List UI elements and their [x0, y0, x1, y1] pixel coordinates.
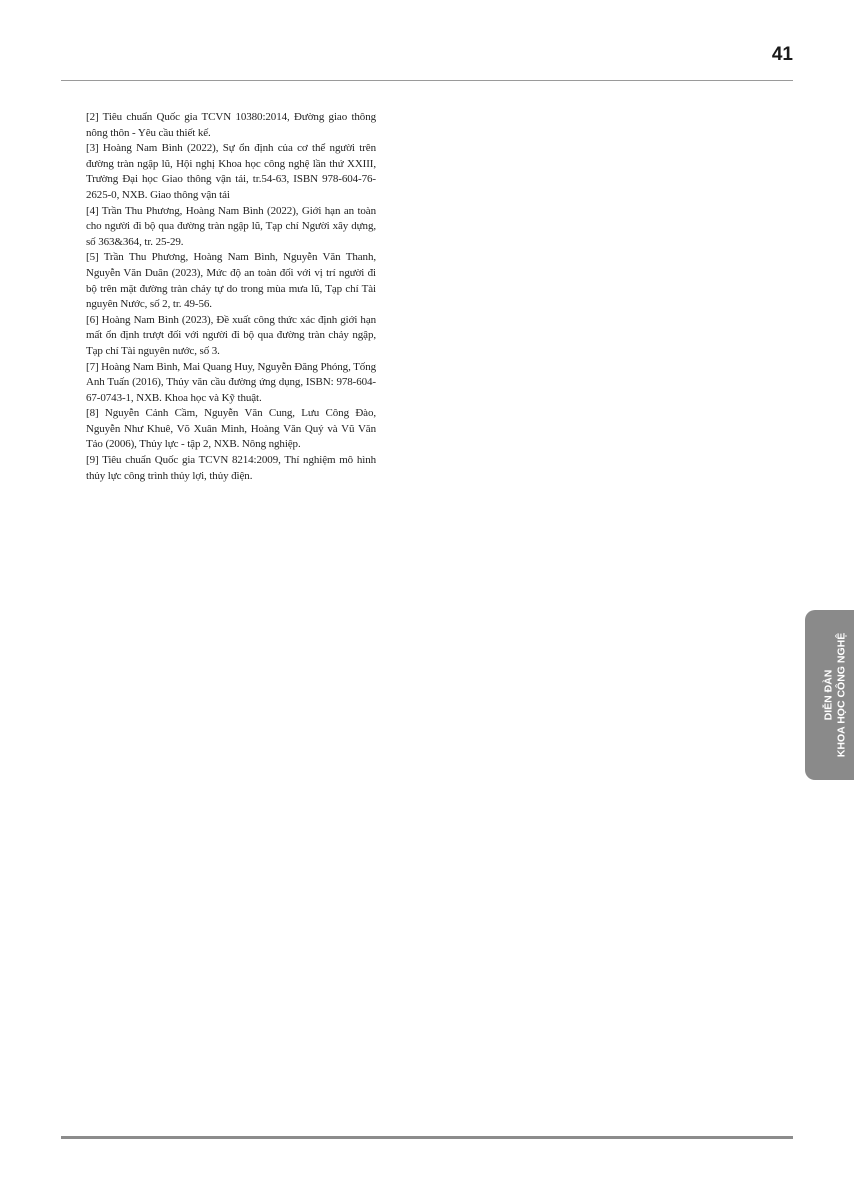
side-tab-line-2: KHOA HỌC CÔNG NGHỆ — [835, 632, 847, 758]
reference-item: [9] Tiêu chuẩn Quốc gia TCVN 8214:2009, Thí nghiệm mô hình thủy lực công trình thủy lợi, thủy điện. — [86, 454, 376, 482]
section-side-tab — [805, 610, 854, 780]
reference-item: [8] Nguyễn Cảnh Cầm, Nguyễn Văn Cung, Lưu Công Đào, Nguyễn Như Khuê, Võ Xuân Minh, Hoàng Văn Quý và Vũ Văn Tảo (2006), Thủy lực - tập 2, NXB. Nông nghiệp. — [86, 407, 376, 451]
section-side-tab-label — [823, 633, 848, 757]
reference-item: [2] Tiêu chuẩn Quốc gia TCVN 10380:2014, Đường giao thông nông thôn - Yêu cầu thiết kế. — [86, 111, 376, 139]
header-divider — [61, 80, 793, 81]
reference-item: [6] Hoàng Nam Bình (2023), Đề xuất công thức xác định giới hạn mất ổn định trượt đối với người đi bộ qua đường tràn chảy ngập, Tạp chí Tài nguyên nước, số 3. — [86, 313, 376, 357]
reference-item: [5] Trần Thu Phương, Hoàng Nam Bình, Nguyễn Văn Thanh, Nguyễn Văn Duân (2023), Mức độ an toàn đối với vị trí người đi bộ trên mặt đường tràn chảy tự do trong mùa mưa lũ, Tạp chí Tài nguyên Nước, số 2, tr. 49-56. — [86, 251, 376, 311]
footer-divider — [61, 1136, 793, 1139]
page-number: 41 — [771, 44, 793, 65]
reference-list — [86, 110, 376, 484]
reference-item: [3] Hoàng Nam Bình (2022), Sự ổn định của cơ thể người trên đường tràn ngập lũ, Hội nghị Khoa học công nghệ lần thứ XXIII, Trường Đại học Giao thông vận tải, tr.54-63, ISBN 978-604-76-2625-0, NXB. Giao thông vận tải — [86, 142, 376, 201]
side-tab-line-1: DIỄN ĐÀN — [822, 669, 835, 721]
reference-item: [7] Hoàng Nam Bình, Mai Quang Huy, Nguyễn Đăng Phóng, Tống Anh Tuấn (2016), Thủy văn cầu đường ứng dụng, ISBN: 978-604-67-0743-1, NXB. Khoa học và Kỹ thuật. — [86, 360, 376, 404]
reference-item: [4] Trần Thu Phương, Hoàng Nam Bình (2022), Giới hạn an toàn cho người đi bộ qua đường tràn ngập lũ, Tạp chí Người xây dựng, số 363&364, tr. 25-29. — [86, 204, 376, 248]
